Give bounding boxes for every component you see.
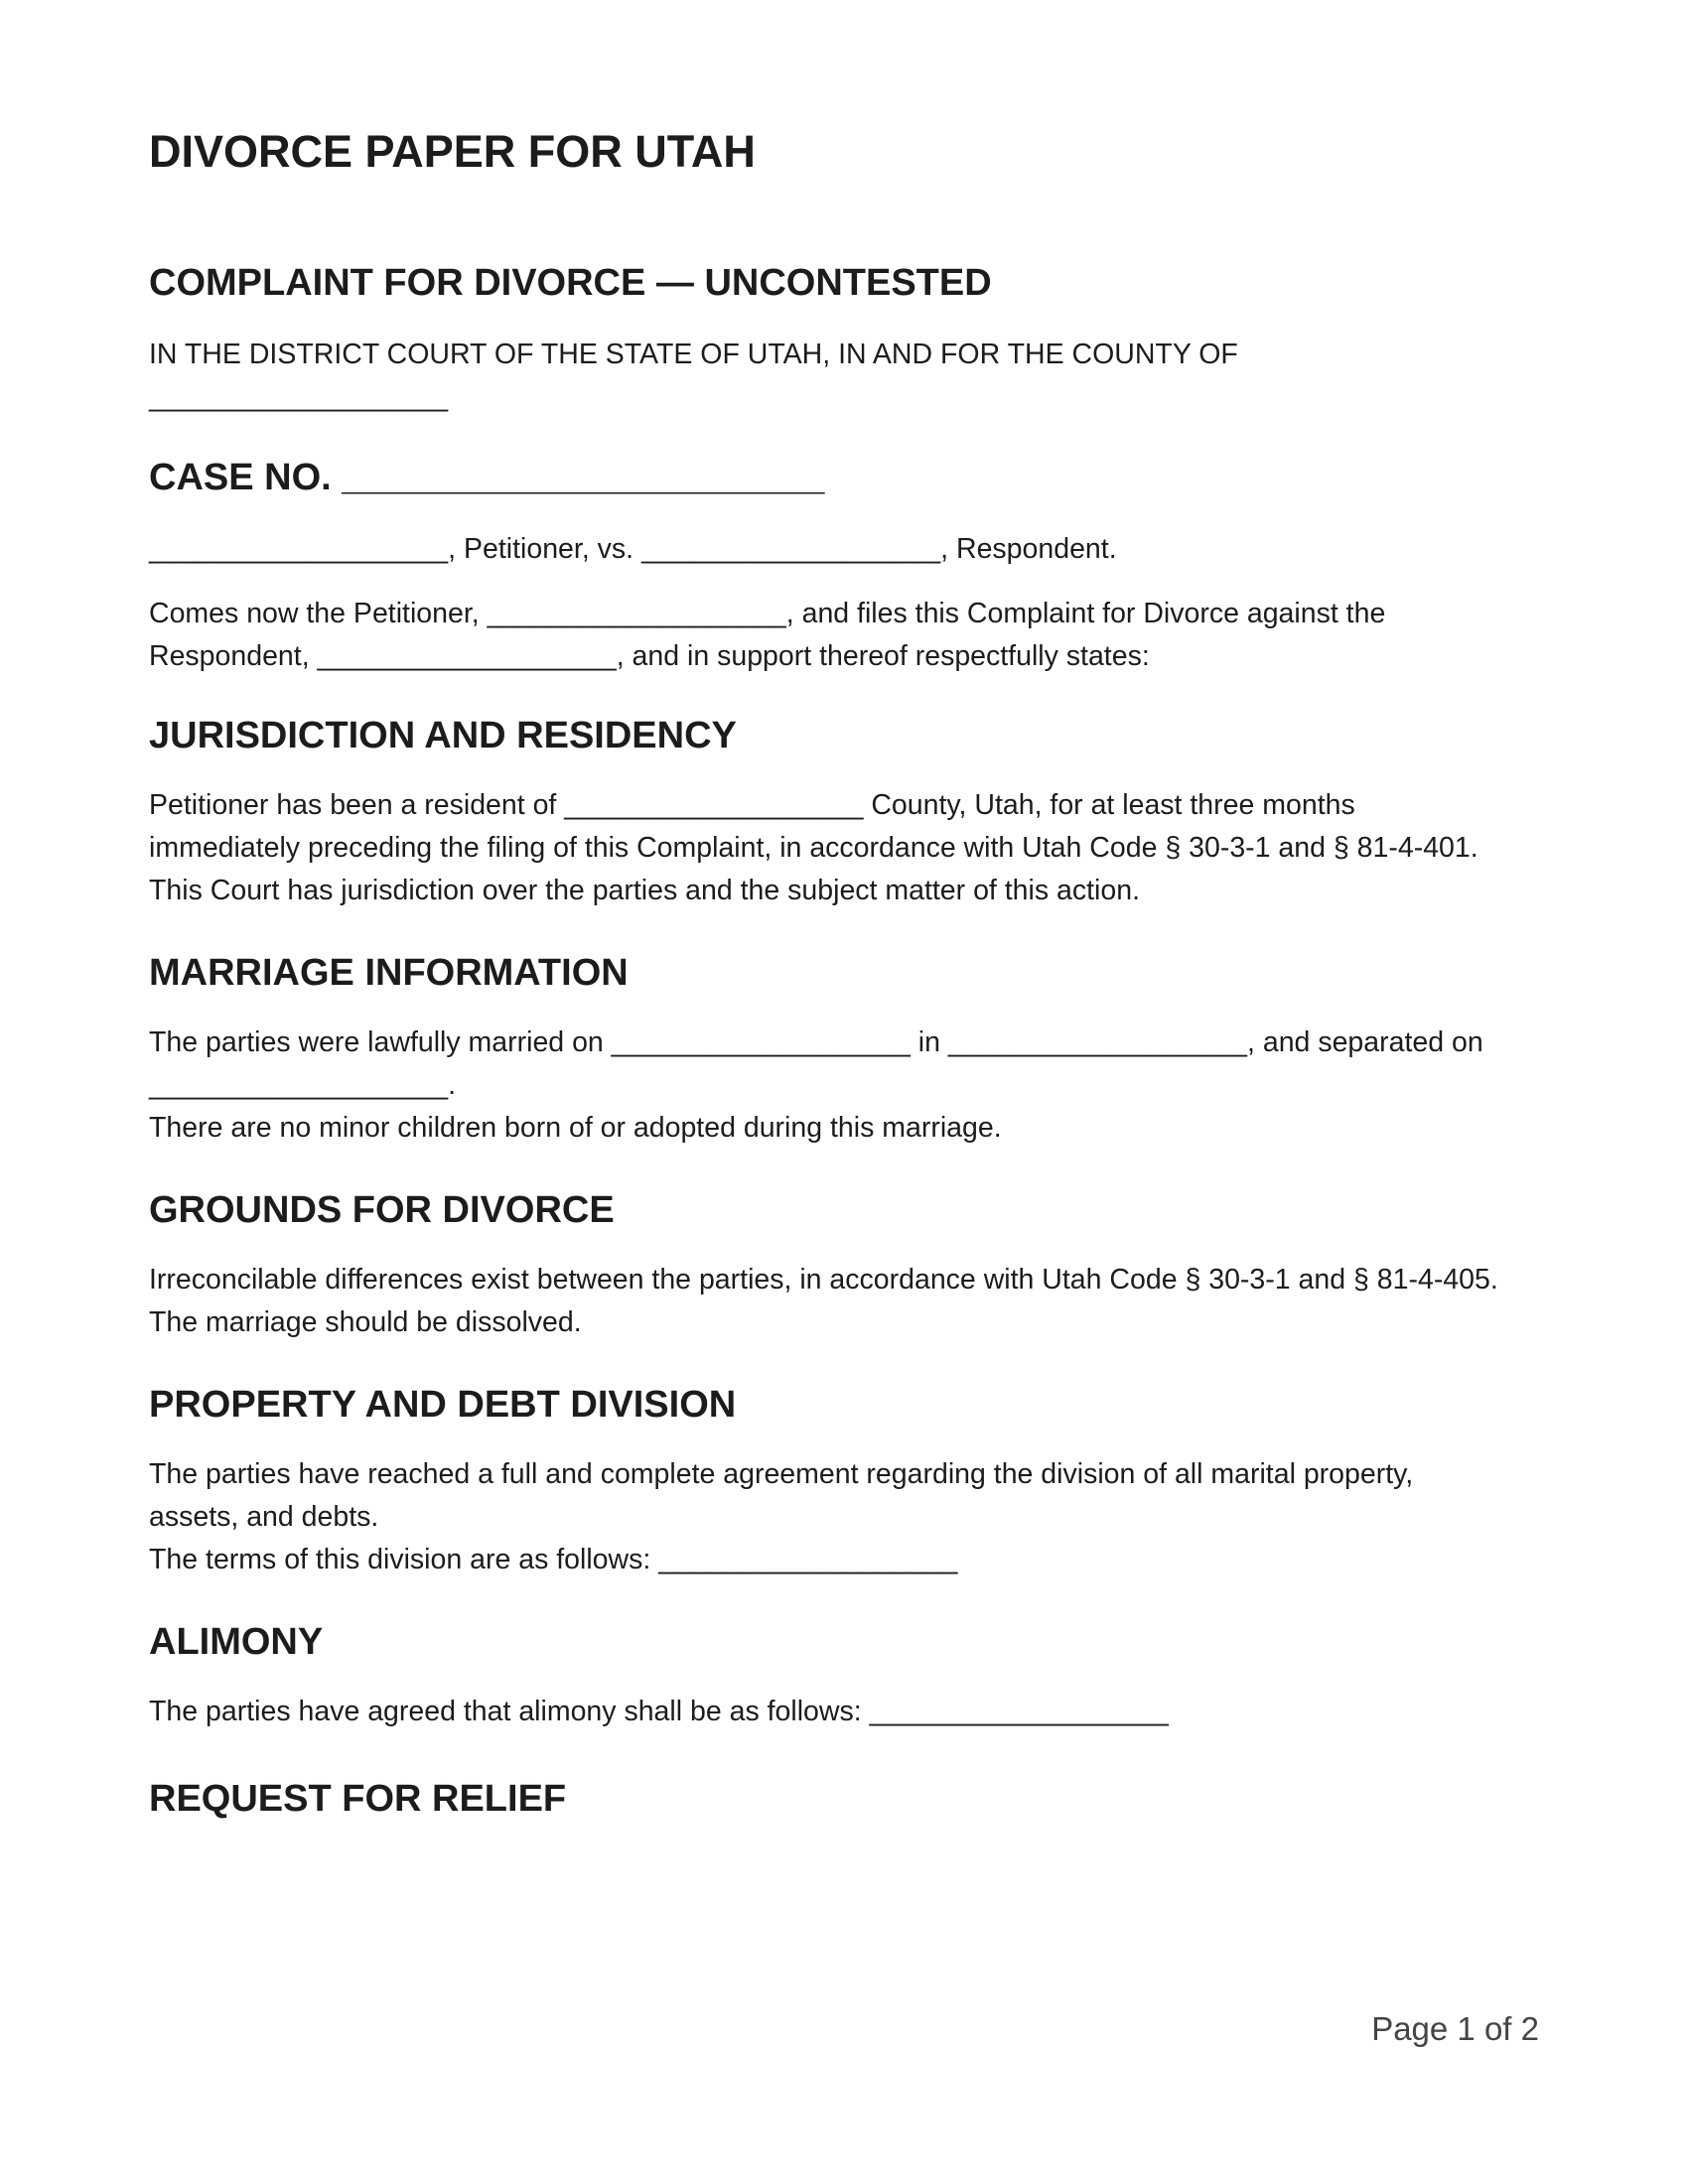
document-title: DIVORCE PAPER FOR UTAH xyxy=(149,126,756,177)
comes-now-paragraph xyxy=(149,593,1539,678)
complaint-heading: COMPLAINT FOR DIVORCE — UNCONTESTED xyxy=(149,262,992,304)
court-caption xyxy=(149,334,1539,419)
paragraph-line: The parties have agreed that alimony shall be as follows: ___________________ xyxy=(149,1696,1169,1727)
county-blank: ___________________ xyxy=(149,381,449,413)
relief-heading: REQUEST FOR RELIEF xyxy=(149,1778,567,1820)
document-page xyxy=(149,0,1539,2184)
alimony-heading: ALIMONY xyxy=(149,1621,324,1663)
marriage-heading: MARRIAGE INFORMATION xyxy=(149,952,629,994)
alimony-paragraph xyxy=(149,1691,1539,1733)
property-paragraph xyxy=(149,1453,1539,1581)
paragraph-line: Irreconcilable differences exist between the parties, in accordance with Utah Code § 30-3-1 and § 81-4-405. xyxy=(149,1264,1498,1296)
property-heading: PROPERTY AND DEBT DIVISION xyxy=(149,1384,737,1426)
paragraph-line: The parties were lawfully married on ___________________ in ___________________, and separated on xyxy=(149,1026,1483,1058)
court-caption-line: IN THE DISTRICT COURT OF THE STATE OF UTAH, IN AND FOR THE COUNTY OF xyxy=(149,339,1238,370)
grounds-paragraph xyxy=(149,1259,1539,1344)
paragraph-line: immediately preceding the filing of this Complaint, in accordance with Utah Code § 30-3-1 and § 81-4-401. xyxy=(149,832,1478,864)
jurisdiction-paragraph xyxy=(149,784,1539,912)
comes-now-line: Respondent, ___________________, and in support thereof respectfully states: xyxy=(149,640,1150,672)
paragraph-line: The terms of this division are as follows: ___________________ xyxy=(149,1544,958,1575)
case-number-heading: CASE NO. _______________________ xyxy=(149,457,825,498)
grounds-heading: GROUNDS FOR DIVORCE xyxy=(149,1189,615,1231)
comes-now-line: Comes now the Petitioner, ___________________, and files this Complaint for Divorce against the xyxy=(149,598,1386,629)
page-number: Page 1 of 2 xyxy=(1371,2010,1539,2047)
parties-line: ___________________, Petitioner, vs. ___________________, Respondent. xyxy=(149,533,1117,565)
paragraph-line: There are no minor children born of or adopted during this marriage. xyxy=(149,1112,1002,1144)
paragraph-line: Petitioner has been a resident of ___________________ County, Utah, for at least three months xyxy=(149,789,1355,821)
jurisdiction-heading: JURISDICTION AND RESIDENCY xyxy=(149,715,737,756)
paragraph-line: This Court has jurisdiction over the parties and the subject matter of this action. xyxy=(149,875,1140,906)
paragraph-line: ___________________. xyxy=(149,1069,457,1101)
paragraph-line: The marriage should be dissolved. xyxy=(149,1306,582,1338)
paragraph-line: The parties have reached a full and complete agreement regarding the division of all marital property, xyxy=(149,1458,1414,1490)
marriage-paragraph xyxy=(149,1022,1539,1150)
paragraph-line: assets, and debts. xyxy=(149,1501,379,1533)
